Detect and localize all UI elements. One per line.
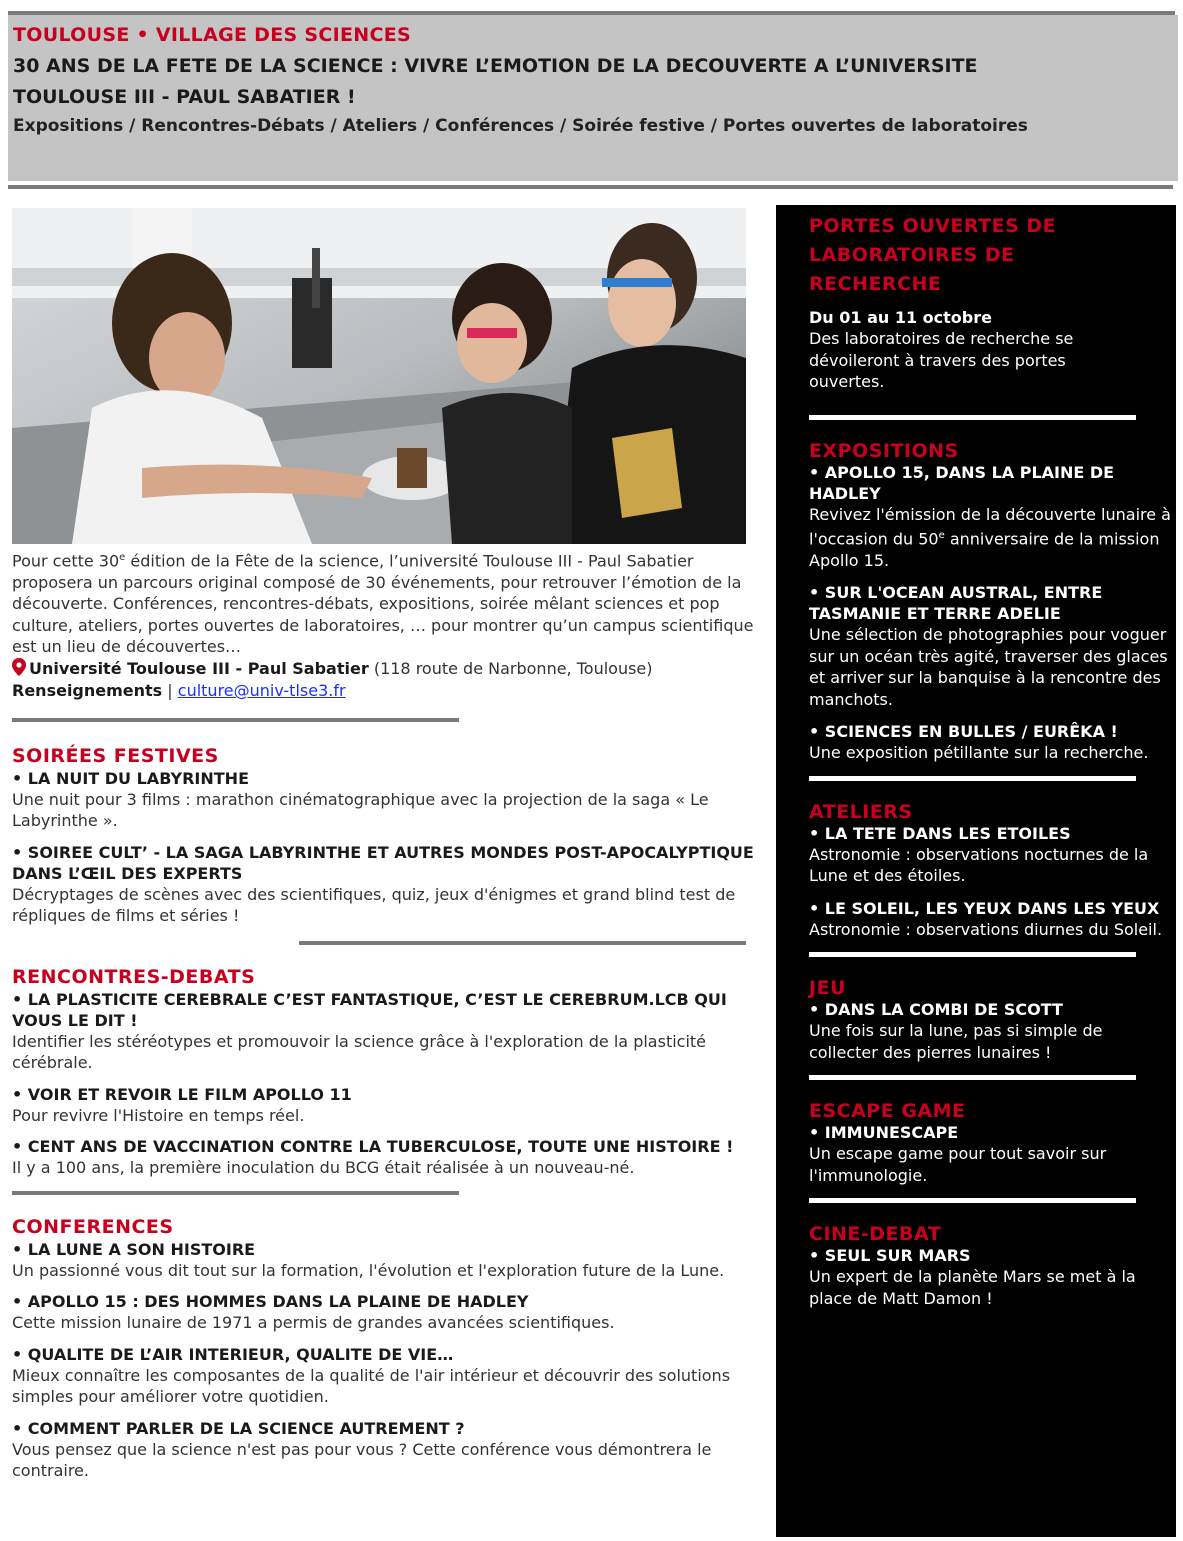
sidebar-section-title: PORTES OUVERTES DE LABORATOIRES DE RECHERCHE: [809, 215, 1057, 295]
sidebar-desc: Des laboratoires de recherche se dévoileront à travers des portes ouvertes.: [809, 329, 1074, 391]
list-item: [12, 1418, 762, 1482]
item-title: • LA PLASTICITE CEREBRALE C’EST FANTASTIQUE, C’EST LE CEREBRUM.LCB QUI VOUS LE DIT !: [12, 989, 727, 1030]
sidebar-item-desc-before: Revivez l'émission de la découverte lunaire à l'occasion du 50: [809, 504, 1171, 549]
item-desc: Un passionné vous dit tout sur la formation, l'évolution et l'exploration future de la Lune.: [12, 1260, 725, 1280]
sidebar-item-desc: Une exposition pétillante sur la recherche.: [809, 743, 1149, 763]
item-desc: Vous pensez que la science n'est pas pour vous ? Cette conférence vous démontrera le contraire.: [12, 1439, 712, 1481]
sidebar-item: [809, 1245, 1176, 1309]
list-item: [12, 989, 762, 1074]
sidebar-section-title: ATELIERS: [809, 800, 913, 823]
item-desc: Une nuit pour 3 films : marathon cinématographique avec la projection de la saga « Le Labyrinthe ».: [12, 789, 709, 831]
list-item: [12, 1239, 762, 1282]
item-desc: Mieux connaître les composantes de la qualité de l'air intérieur et découvrir des solutions simples pour améliorer votre quotidien.: [12, 1365, 731, 1407]
item-title: • QUALITE DE L’AIR INTERIEUR, QUALITE DE VIE…: [12, 1344, 454, 1364]
sidebar-jeu: [809, 977, 1176, 1063]
list-item: [12, 842, 762, 927]
sidebar-item-sup: e: [938, 530, 945, 541]
item-desc: Pour revivre l'Histoire en temps réel.: [12, 1105, 305, 1125]
item-desc: Cette mission lunaire de 1971 a permis de grandes avancées scientifiques.: [12, 1313, 615, 1333]
sidebar-divider: [809, 1198, 1136, 1203]
header-bottom-rule: [8, 185, 1173, 189]
item-title: • LA LUNE A SON HISTOIRE: [12, 1239, 256, 1259]
sidebar-item-desc: Un escape game pour tout savoir sur l'immunologie.: [809, 1144, 1107, 1185]
list-item: [12, 1084, 762, 1127]
item-title: • SOIREE CULT’ - LA SAGA LABYRINTHE ET AUTRES MONDES POST-APOCALYPTIQUE DANS L’ŒIL DES EXPERTS: [12, 842, 754, 883]
sidebar-section-title: CINE-DEBAT: [809, 1223, 942, 1246]
section-title: SOIRÉES FESTIVES: [12, 744, 219, 767]
location-pin-icon: [12, 658, 26, 676]
sidebar-date: Du 01 au 11 octobre: [809, 308, 992, 327]
section-divider: [12, 718, 459, 722]
item-title: • COMMENT PARLER DE LA SCIENCE AUTREMENT ?: [12, 1418, 465, 1438]
info-line: [12, 680, 762, 702]
section-divider: [299, 941, 746, 945]
intro-text-before: Pour cette 30: [12, 551, 120, 571]
sidebar-item-title: • SEUL SUR MARS: [809, 1246, 971, 1266]
sidebar-item-desc-after: anniversaire de la mission Apollo 15.: [809, 529, 1160, 570]
event-photo: [12, 208, 746, 544]
info-label: Renseignements: [12, 680, 163, 700]
sidebar-item-title: • APOLLO 15, DANS LA PLAINE DE HADLEY: [809, 462, 1115, 503]
location-address: (118 route de Narbonne, Toulouse): [368, 658, 653, 678]
header-banner: [8, 15, 1178, 181]
sidebar-item: [809, 999, 1176, 1063]
item-title: • LA NUIT DU LABYRINTHE: [12, 768, 249, 788]
sidebar-item: [809, 462, 1176, 572]
sidebar-divider: [809, 1075, 1136, 1080]
list-item: [12, 1136, 762, 1179]
intro-paragraph: [12, 547, 762, 658]
sidebar-ateliers: [809, 801, 1176, 941]
intro-superscript: e: [119, 552, 126, 563]
section-conferences: [12, 1215, 762, 1482]
sidebar-item: [809, 898, 1176, 941]
list-item: [12, 768, 762, 832]
sidebar-cine: [809, 1223, 1176, 1309]
sidebar-item-desc: [809, 504, 1176, 572]
contact-email-link[interactable]: culture@univ-tlse3.fr: [177, 680, 346, 700]
sidebar-portes: [809, 212, 1176, 393]
section-rencontres: [12, 965, 762, 1179]
section-divider: [12, 1191, 459, 1195]
item-title: • CENT ANS DE VACCINATION CONTRE LA TUBERCULOSE, TOUTE UNE HISTOIRE !: [12, 1137, 734, 1157]
main-column: [12, 208, 762, 1492]
page-title-line-2: TOULOUSE III - PAUL SABATIER !: [13, 86, 356, 108]
section-title: CONFERENCES: [12, 1215, 174, 1238]
page-title: [13, 51, 1173, 113]
sidebar-item-desc: Astronomie : observations diurnes du Soleil.: [809, 919, 1163, 939]
sidebar-section-title: EXPOSITIONS: [809, 439, 959, 462]
item-title: • APOLLO 15 : DES HOMMES DANS LA PLAINE DE HADLEY: [12, 1292, 529, 1312]
sidebar-item-title: • SCIENCES EN BULLES / EURÊKA !: [809, 722, 1118, 742]
sidebar-item: [809, 1122, 1176, 1186]
sidebar-item-title: • SUR L'OCEAN AUSTRAL, ENTRE TASMANIE ET TERRE ADELIE: [809, 583, 1103, 624]
sidebar-divider: [809, 415, 1136, 420]
sidebar-section-title: ESCAPE GAME: [809, 1100, 966, 1123]
location-name: Université Toulouse III - Paul Sabatier: [29, 658, 369, 678]
sidebar: [776, 205, 1176, 1537]
sidebar-divider: [809, 776, 1136, 781]
sidebar-item-title: • LE SOLEIL, LES YEUX DANS LES YEUX: [809, 898, 1160, 918]
sidebar-expositions: [809, 440, 1176, 764]
header-kicker: TOULOUSE • VILLAGE DES SCIENCES: [13, 24, 412, 46]
section-title: RENCONTRES-DEBATS: [12, 965, 256, 988]
item-desc: Il y a 100 ans, la première inoculation du BCG était réalisée à un nouveau-né.: [12, 1158, 635, 1178]
sidebar-item-title: • IMMUNESCAPE: [809, 1123, 959, 1143]
sidebar-item: [809, 823, 1176, 887]
sidebar-escape: [809, 1100, 1176, 1186]
sidebar-item: [809, 582, 1176, 710]
sidebar-item-title: • DANS LA COMBI DE SCOTT: [809, 1000, 1063, 1020]
item-desc: Identifier les stéréotypes et promouvoir la science grâce à l'exploration de la plasticité cérébrale.: [12, 1031, 707, 1073]
list-item: [12, 1344, 762, 1408]
sidebar-section-title: JEU: [809, 977, 846, 1000]
sidebar-item-desc: Une fois sur la lune, pas si simple de collecter des pierres lunaires !: [809, 1021, 1103, 1062]
page-subtitle: Expositions / Rencontres-Débats / Ateliers / Conférences / Soirée festive / Portes ouvertes de laboratoires: [13, 116, 1028, 136]
list-item: [12, 1291, 762, 1334]
page-title-line-1: 30 ANS DE LA FETE DE LA SCIENCE : VIVRE L’EMOTION DE LA DECOUVERTE A L’UNIVERSITE: [13, 55, 978, 77]
section-soirees: [12, 744, 762, 927]
sidebar-item-desc: Un expert de la planète Mars se met à la place de Matt Damon !: [809, 1267, 1136, 1308]
sidebar-item-desc: Astronomie : observations nocturnes de la Lune et des étoiles.: [809, 844, 1149, 886]
location-line: [12, 658, 762, 680]
item-title: • VOIR ET REVOIR LE FILM APOLLO 11: [12, 1084, 352, 1104]
item-desc: Décryptages de scènes avec des scientifiques, quiz, jeux d'énigmes et grand blind test de répliques de films et séries !: [12, 884, 736, 926]
sidebar-item: [809, 721, 1176, 764]
sidebar-divider: [809, 952, 1136, 957]
sidebar-item-title: • LA TETE DANS LES ETOILES: [809, 823, 1071, 843]
sidebar-item-desc: Une sélection de photographies pour voguer sur un océan très agité, traverser des glaces et arriver sur la banquise à la rencontre des manchots.: [809, 625, 1168, 709]
intro-text-after: édition de la Fête de la science, l’université Toulouse III - Paul Sabatier proposera un parcours original composé de 30 événements, pour retrouver l’émotion de la découverte. Conférences, rencontres-débats, expositions, soirée mêlant sciences et pop culture, ateliers, portes ouvertes de laboratoires, … pour montrer qu’un campus scientifique est un lieu de découvertes…: [12, 551, 754, 657]
info-separator: |: [162, 680, 178, 700]
